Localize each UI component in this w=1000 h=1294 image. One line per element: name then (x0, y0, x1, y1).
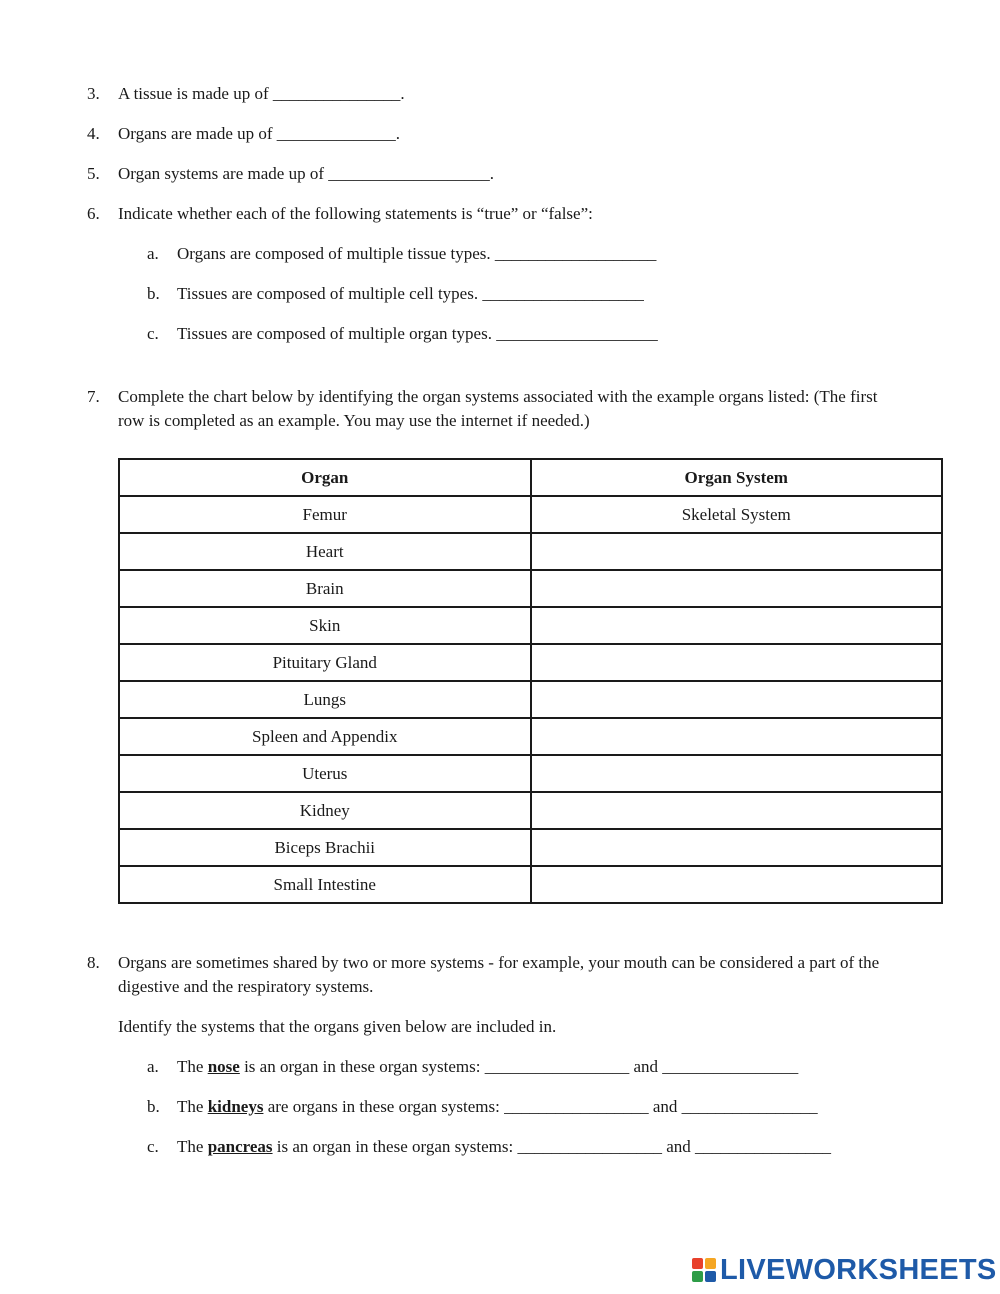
item-prefix: The (177, 1137, 208, 1156)
item-suffix: is an organ in these organ systems: _________________ and ________________ (239, 1057, 799, 1076)
question-text: Organs are made up of ______________. (118, 124, 401, 143)
table-row (119, 570, 942, 607)
table-row (119, 533, 942, 570)
question-number: 6. (87, 204, 100, 223)
organ-keyword: pancreas (207, 1137, 273, 1156)
table-row (119, 755, 942, 792)
organ-cell: Lungs (119, 681, 531, 718)
item-text (177, 1056, 798, 1078)
organ-system-answer-cell[interactable] (531, 570, 943, 607)
table-row (119, 644, 942, 681)
item-text: Organs are composed of multiple tissue types. ___________________ (177, 244, 657, 263)
header-organ-system: Organ System (531, 459, 943, 496)
question-text-line-1: Complete the chart below by identifying the organ systems associated with the example organs listed: (The first (118, 387, 878, 406)
question-text: Indicate whether each of the following statements is “true” or “false”: (118, 204, 593, 223)
logo-square-blue (705, 1271, 716, 1282)
organ-system-cell: Skeletal System (531, 496, 943, 533)
question-number: 7. (87, 387, 100, 406)
item-letter: b. (147, 284, 160, 303)
question-text: A tissue is made up of _______________. (118, 84, 405, 103)
table-row (119, 681, 942, 718)
organ-keyword: kidneys (207, 1097, 264, 1116)
organ-cell: Small Intestine (119, 866, 531, 903)
organ-cell: Uterus (119, 755, 531, 792)
organ-system-answer-cell[interactable] (531, 681, 943, 718)
question-number: 3. (87, 84, 100, 103)
organ-system-answer-cell[interactable] (531, 644, 943, 681)
question-text-line-2: digestive and the respiratory systems. (118, 977, 374, 996)
item-letter: a. (147, 244, 159, 263)
table-row (119, 607, 942, 644)
table-row (119, 718, 942, 755)
logo-square-red (692, 1258, 703, 1269)
logo-square-orange (705, 1258, 716, 1269)
chart-header-row (119, 459, 942, 496)
table-row (119, 829, 942, 866)
organ-keyword: nose (207, 1057, 240, 1076)
item-letter: b. (147, 1097, 160, 1116)
organ-system-answer-cell[interactable] (531, 755, 943, 792)
item-suffix: are organs in these organ systems: _________________ and ________________ (263, 1097, 818, 1116)
organ-system-answer-cell[interactable] (531, 792, 943, 829)
liveworksheets-logo-icon (692, 1258, 716, 1282)
table-row (119, 792, 942, 829)
item-text (177, 1136, 831, 1158)
item-text (177, 1096, 818, 1118)
organ-system-answer-cell[interactable] (531, 533, 943, 570)
question-text-line-1: Organs are sometimes shared by two or more systems - for example, your mouth can be considered a part of the (118, 953, 880, 972)
organ-cell: Heart (119, 533, 531, 570)
organ-cell: Femur (119, 496, 531, 533)
organ-cell: Spleen and Appendix (119, 718, 531, 755)
instruction-text: Identify the systems that the organs given below are included in. (118, 1017, 557, 1036)
item-prefix: The (177, 1057, 208, 1076)
question-number: 4. (87, 124, 100, 143)
question-number: 5. (87, 164, 100, 183)
item-letter: c. (147, 324, 159, 343)
organ-cell: Brain (119, 570, 531, 607)
question-text-line-2: row is completed as an example. You may use the internet if needed.) (118, 411, 590, 430)
header-organ: Organ (119, 459, 531, 496)
table-row (119, 866, 942, 903)
organ-cell: Pituitary Gland (119, 644, 531, 681)
item-suffix: is an organ in these organ systems: _________________ and ________________ (272, 1137, 831, 1156)
liveworksheets-logo (692, 1253, 997, 1286)
organ-cell: Skin (119, 607, 531, 644)
item-letter: a. (147, 1057, 159, 1076)
item-prefix: The (177, 1097, 208, 1116)
organ-system-answer-cell[interactable] (531, 829, 943, 866)
item-text: Tissues are composed of multiple organ types. ___________________ (177, 324, 658, 343)
organ-system-answer-cell[interactable] (531, 607, 943, 644)
question-text: Organ systems are made up of ___________________. (118, 164, 494, 183)
question-number: 8. (87, 953, 100, 972)
organ-cell: Kidney (119, 792, 531, 829)
organ-system-chart (118, 458, 943, 904)
logo-square-green (692, 1271, 703, 1282)
brand-name: LIVEWORKSHEETS (720, 1253, 997, 1286)
table-row (119, 496, 942, 533)
organ-cell: Biceps Brachii (119, 829, 531, 866)
organ-system-answer-cell[interactable] (531, 718, 943, 755)
organ-system-answer-cell[interactable] (531, 866, 943, 903)
item-text: Tissues are composed of multiple cell types. ___________________ (177, 284, 644, 303)
item-letter: c. (147, 1137, 159, 1156)
